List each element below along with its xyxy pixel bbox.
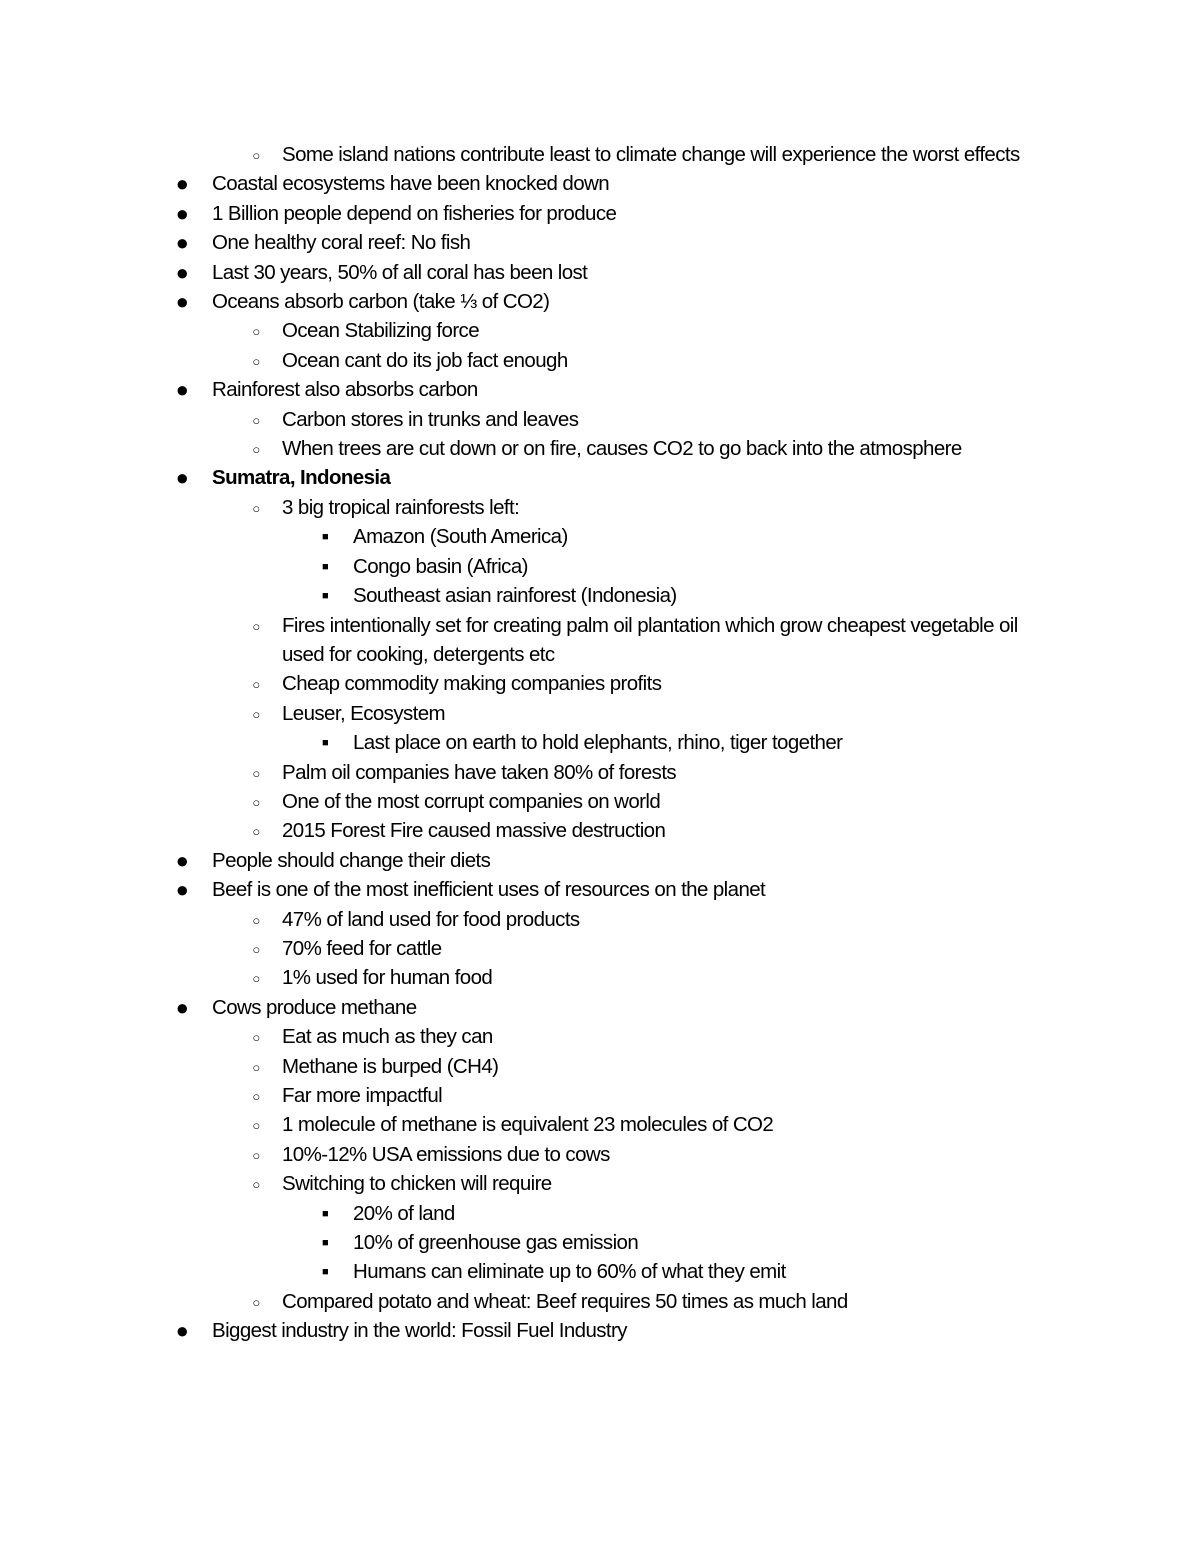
- note-item: [0, 581, 1200, 610]
- note-text: Oceans absorb carbon (take ⅓ of CO2): [212, 290, 550, 314]
- note-item: [0, 1110, 1200, 1139]
- bullet-icon: ○: [252, 706, 260, 722]
- note-item: [0, 934, 1200, 963]
- note-text: 1 molecule of methane is equivalent 23 molecules of CO2: [282, 1113, 774, 1137]
- bullet-icon: ○: [252, 353, 260, 369]
- bullet-icon: ○: [252, 1030, 260, 1046]
- bullet-icon: ■: [321, 560, 329, 573]
- note-item: [0, 611, 1200, 670]
- note-text: 1% used for human food: [282, 966, 493, 990]
- bullet-icon: ○: [252, 1059, 260, 1075]
- note-text: Biggest industry in the world: Fossil Fuel Industry: [212, 1319, 627, 1343]
- note-item: [0, 1257, 1200, 1286]
- note-text: 1 Billion people depend on fisheries for produce: [212, 201, 617, 225]
- bullet-icon: ○: [252, 677, 260, 693]
- note-text: Leuser, Ecosystem: [282, 701, 445, 725]
- bullet-icon: ○: [252, 412, 260, 428]
- bullet-icon: ○: [252, 324, 260, 340]
- note-item: [0, 728, 1200, 757]
- bullet-icon: ○: [252, 824, 260, 840]
- note-item: [0, 169, 1200, 198]
- note-item: [0, 669, 1200, 698]
- bullet-icon: ○: [252, 912, 260, 928]
- note-item: [0, 1052, 1200, 1081]
- note-item: [0, 963, 1200, 992]
- note-item: [0, 346, 1200, 375]
- note-text: Sumatra, Indonesia: [212, 466, 391, 490]
- note-text: One of the most corrupt companies on world: [282, 789, 661, 813]
- note-text: Ocean Stabilizing force: [282, 319, 480, 343]
- bullet-icon: ●: [175, 877, 189, 903]
- bullet-icon: ○: [252, 442, 260, 458]
- note-item: [0, 228, 1200, 257]
- note-text: Methane is burped (CH4): [282, 1054, 499, 1078]
- note-item: [0, 552, 1200, 581]
- note-item: [0, 758, 1200, 787]
- note-text: Switching to chicken will require: [282, 1172, 552, 1196]
- note-item: [0, 846, 1200, 875]
- note-text: 3 big tropical rainforests left:: [282, 495, 520, 519]
- bullet-icon: ○: [252, 1177, 260, 1193]
- note-text: Amazon (South America): [353, 525, 568, 549]
- bullet-icon: ■: [321, 1266, 329, 1279]
- note-item: [0, 375, 1200, 404]
- note-item: [0, 699, 1200, 728]
- note-text: Palm oil companies have taken 80% of forests: [282, 760, 677, 784]
- note-item: [0, 816, 1200, 845]
- note-text: 10% of greenhouse gas emission: [353, 1231, 639, 1255]
- bullet-icon: ■: [321, 1207, 329, 1220]
- bullet-icon: ○: [252, 765, 260, 781]
- bullet-icon: ●: [175, 847, 189, 873]
- note-item: [0, 287, 1200, 316]
- bullet-icon: ●: [175, 289, 189, 315]
- bullet-icon: ○: [252, 1147, 260, 1163]
- bullet-icon: ●: [175, 200, 189, 226]
- note-text: Far more impactful: [282, 1084, 443, 1107]
- note-text: Cows produce methane: [212, 995, 417, 1019]
- note-text: Compared potato and wheat: Beef requires 50 times as much land: [282, 1289, 848, 1313]
- note-text: 70% feed for cattle: [282, 936, 442, 960]
- note-item: [0, 1199, 1200, 1228]
- bullet-icon: ○: [252, 794, 260, 810]
- note-item: [0, 1287, 1200, 1316]
- bullet-icon: ○: [252, 1089, 260, 1104]
- bullet-icon: ○: [252, 148, 260, 163]
- note-text: One healthy coral reef: No fish: [212, 231, 471, 255]
- note-item: [0, 1140, 1200, 1169]
- bullet-icon: ●: [175, 171, 189, 197]
- note-text: 2015 Forest Fire caused massive destruction: [282, 819, 666, 843]
- note-text: Carbon stores in trunks and leaves: [282, 407, 579, 431]
- note-text: Rainforest also absorbs carbon: [212, 378, 478, 402]
- note-text: Last 30 years, 50% of all coral has been lost: [212, 260, 588, 284]
- note-item: [0, 875, 1200, 904]
- note-item: [0, 905, 1200, 934]
- bullet-icon: ○: [252, 941, 260, 957]
- bullet-icon: ○: [252, 1294, 260, 1310]
- notes-page: [0, 140, 1200, 1346]
- note-text: Eat as much as they can: [282, 1025, 493, 1049]
- bullet-icon: ●: [175, 377, 189, 403]
- bullet-icon: ●: [175, 465, 189, 491]
- note-item: [0, 787, 1200, 816]
- note-text: Humans can eliminate up to 60% of what they emit: [353, 1260, 786, 1284]
- note-item: [0, 463, 1200, 492]
- note-text: Southeast asian rainforest (Indonesia): [353, 584, 677, 608]
- note-item: [0, 1081, 1200, 1110]
- bullet-icon: ○: [252, 1118, 260, 1134]
- bullet-icon: ■: [321, 1237, 329, 1250]
- note-text: 10%-12% USA emissions due to cows: [282, 1142, 610, 1166]
- note-item: [0, 405, 1200, 434]
- note-text: Last place on earth to hold elephants, rhino, tiger together: [353, 731, 843, 755]
- note-item: [0, 1022, 1200, 1051]
- note-text: Beef is one of the most inefficient uses of resources on the planet: [212, 878, 766, 902]
- note-text: Coastal ecosystems have been knocked down: [212, 172, 610, 196]
- note-text: Some island nations contribute least to climate change will experience the worst effects: [282, 143, 1020, 166]
- note-item: [0, 993, 1200, 1022]
- note-text: 20% of land: [353, 1201, 455, 1225]
- bullet-icon: ●: [175, 994, 189, 1020]
- note-text: People should change their diets: [212, 848, 491, 872]
- note-item: [0, 199, 1200, 228]
- note-item: [0, 1228, 1200, 1257]
- note-item: [0, 522, 1200, 551]
- bullet-icon: ○: [252, 971, 260, 987]
- bullet-icon: ■: [321, 590, 329, 603]
- note-item: [0, 1316, 1200, 1345]
- note-item: [0, 258, 1200, 287]
- note-text: When trees are cut down or on fire, causes CO2 to go back into the atmosphere: [282, 437, 962, 461]
- note-item: [0, 1169, 1200, 1198]
- note-text: Fires intentionally set for creating palm oil plantation which grow cheapest vegetable oil used for cooking, detergents etc: [282, 613, 1018, 666]
- note-text: Ocean cant do its job fact enough: [282, 348, 568, 372]
- bullet-icon: ●: [175, 259, 189, 285]
- bullet-icon: ●: [175, 230, 189, 256]
- bullet-icon: ○: [252, 500, 260, 516]
- note-item: [0, 316, 1200, 345]
- bullet-icon: ■: [321, 531, 329, 544]
- note-item: [0, 493, 1200, 522]
- bullet-icon: ■: [321, 737, 329, 750]
- bullet-icon: ●: [175, 1318, 189, 1344]
- bullet-icon: ○: [252, 618, 260, 634]
- note-item: [0, 140, 1200, 169]
- note-item: [0, 434, 1200, 463]
- note-text: 47% of land used for food products: [282, 907, 580, 931]
- note-text: Congo basin (Africa): [353, 554, 528, 578]
- note-text: Cheap commodity making companies profits: [282, 672, 662, 696]
